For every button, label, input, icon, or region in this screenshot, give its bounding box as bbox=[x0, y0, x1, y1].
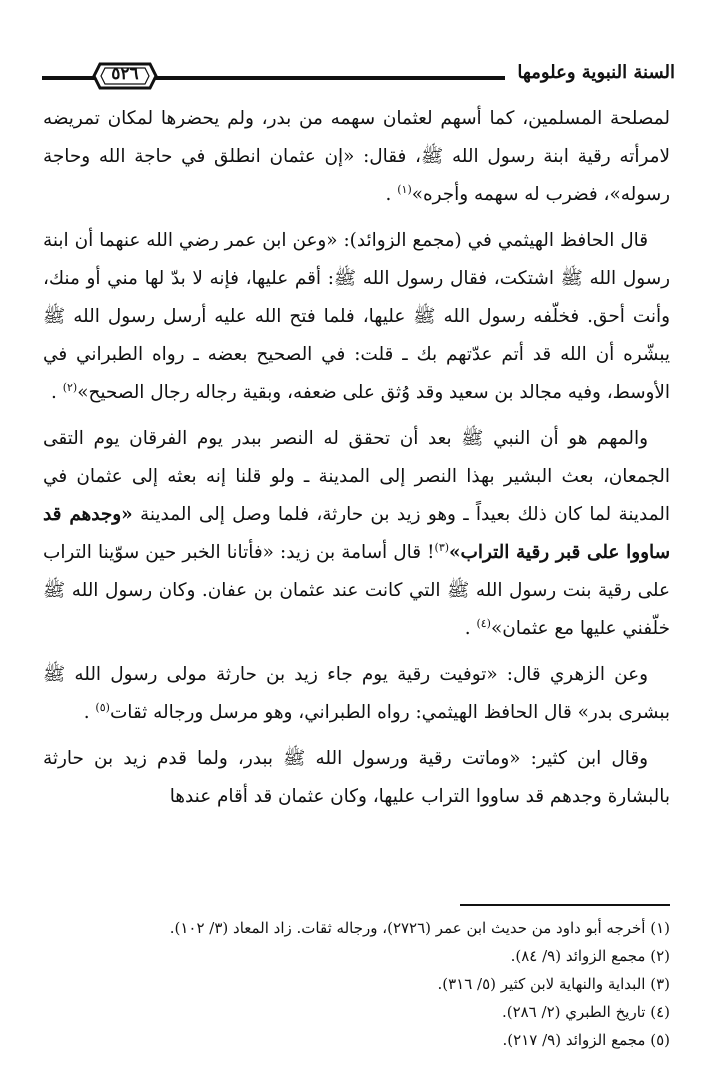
footnote: (٤) تاريخ الطبري (٢/ ٢٨٦). bbox=[501, 1003, 670, 1021]
paragraph-end: . bbox=[385, 184, 392, 205]
paragraph-text: والمهم هو أن النبي ﷺ بعد أن تحقق له النصر ببدر يوم الفرقان يوم التقى الجمعان، بعث البشير بهذا النصر إلى المدينة ـ ولو قلنا إنه بعثه إلى عثمان في المدينة لما كان ذلك بعيداً ـ وهو زيد بن حارثة، فلما وصل إلى المدينة bbox=[43, 428, 670, 525]
footnote: (٢) مجمع الزوائد (٩/ ٨٤). bbox=[510, 947, 670, 965]
page-header bbox=[0, 56, 713, 96]
paragraph-end: . bbox=[83, 702, 90, 723]
footnote-ref: (٥) bbox=[95, 700, 110, 714]
footnote-ref: (١) bbox=[397, 182, 412, 196]
footnote-separator bbox=[460, 904, 670, 906]
running-title: السنة النبوية وعلومها bbox=[517, 62, 675, 83]
paragraph bbox=[43, 222, 670, 412]
footnote: (٣) البداية والنهاية لابن كثير (٥/ ٣١٦). bbox=[437, 975, 670, 993]
header-rule bbox=[148, 76, 505, 80]
paragraph bbox=[43, 420, 670, 648]
paragraph bbox=[43, 740, 670, 816]
footnote-ref: (٤) bbox=[476, 616, 491, 630]
bold-quote: «وجدهم قد ساووا على قبر رقية التراب» bbox=[43, 504, 670, 563]
footnote: (١) أخرجه أبو داود من حديث ابن عمر (٢٧٢٦)، ورجاله ثقات. زاد المعاد (٣/ ١٠٢). bbox=[169, 919, 670, 937]
paragraph-text: قال الحافظ الهيثمي في (مجمع الزوائد): «وعن ابن عمر رضي الله عنهما أن ابنة رسول الله ﷺ اشتكت، فقال رسول الله ﷺ: أقم عليها، فإنه لا بدّ لها مني أو منك، وأنت أحق. فخلّفه رسول الله ﷺ عليها، فلما فتح الله عليه أرسل رسول الله ﷺ يبشّره أن الله قد أتم عدّتهم بك ـ قلت: في الصحيح بعضه ـ رواه الطبراني في الأوسط، وفيه مجالد بن سعيد وقد وُثق على ضعفه، وبقية رجاله رجال الصحيح» bbox=[43, 230, 670, 403]
paragraph bbox=[43, 100, 670, 214]
paragraph-text: وقال ابن كثير: «وماتت رقية ورسول الله ﷺ ببدر، ولما قدم زيد بن حارثة بالبشارة وجدهم قد ساووا التراب عليها، وكان عثمان قد أقام عندها bbox=[43, 748, 670, 807]
footnote-ref: (٣) bbox=[434, 540, 450, 554]
paragraph bbox=[43, 656, 670, 732]
main-text bbox=[43, 100, 670, 824]
footnotes bbox=[43, 914, 670, 1054]
paragraph-text: ! قال أسامة بن زيد: «فأتانا الخبر حين سوّينا التراب على رقية بنت رسول الله ﷺ التي كانت عند عثمان بن عفان. وكان رسول الله ﷺ خلّفني عليها مع عثمان» bbox=[43, 542, 670, 639]
paragraph-end: . bbox=[464, 618, 471, 639]
paragraph-text: وعن الزهري قال: «توفيت رقية يوم جاء زيد بن حارثة مولى رسول الله ﷺ ببشرى بدر» قال الحافظ الهيثمي: رواه الطبراني، وهو مرسل ورجاله ثقات bbox=[43, 664, 670, 723]
paragraph-end: . bbox=[50, 382, 57, 403]
paragraph-text: لمصلحة المسلمين، كما أسهم لعثمان سهمه من بدر، ولم يحضرها لمكان تمريضه لامرأته رقية ابنة رسول الله ﷺ، فقال: «إن عثمان انطلق في حاجة الله وحاجة رسوله»، فضرب له سهمه وأجره» bbox=[43, 108, 670, 205]
page-number: ٥٢٦ bbox=[111, 64, 139, 84]
footnote: (٥) مجمع الزوائد (٩/ ٢١٧). bbox=[502, 1031, 670, 1049]
page-number-ornament bbox=[92, 60, 158, 92]
footnote-ref: (٢) bbox=[62, 380, 78, 394]
